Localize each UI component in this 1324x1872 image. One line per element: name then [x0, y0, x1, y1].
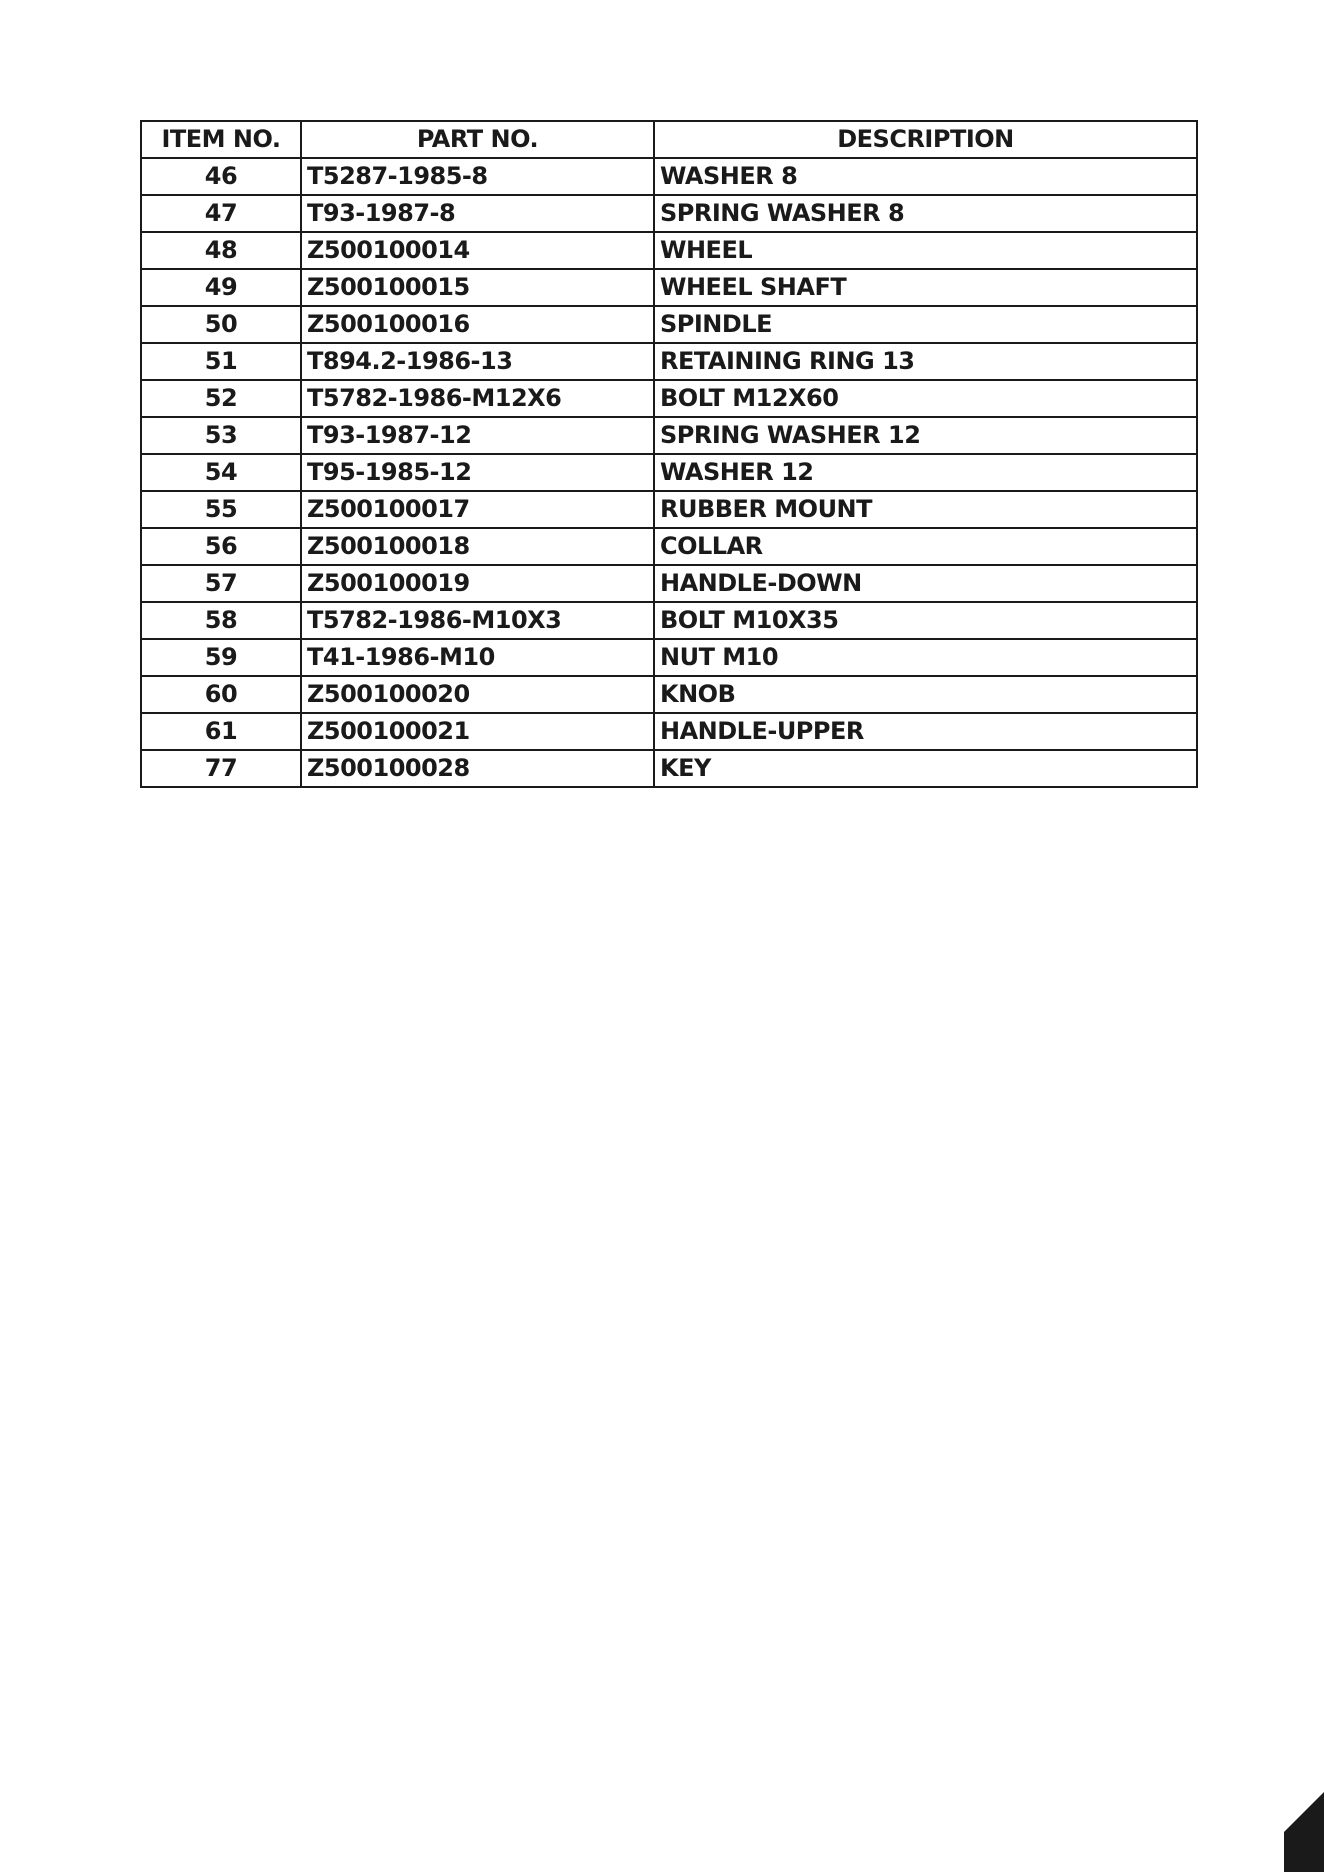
table-row [141, 306, 1197, 343]
part-no-cell: Z500100020 [301, 676, 654, 713]
table-row [141, 491, 1197, 528]
item-no-cell: 51 [141, 343, 301, 380]
part-no-cell: Z500100018 [301, 528, 654, 565]
part-no-cell: Z500100028 [301, 750, 654, 787]
table-header-row [141, 121, 1197, 158]
table-row [141, 602, 1197, 639]
description-cell: HANDLE-UPPER [654, 713, 1197, 750]
header-item-no: ITEM NO. [141, 121, 301, 158]
description-cell: RETAINING RING 13 [654, 343, 1197, 380]
table-row [141, 528, 1197, 565]
header-description: DESCRIPTION [654, 121, 1197, 158]
table-row [141, 269, 1197, 306]
table-row [141, 454, 1197, 491]
table-row [141, 639, 1197, 676]
parts-table [140, 120, 1198, 788]
item-no-cell: 61 [141, 713, 301, 750]
description-cell: WASHER 12 [654, 454, 1197, 491]
page-corner-tab [1284, 1792, 1324, 1872]
table-row [141, 750, 1197, 787]
item-no-cell: 47 [141, 195, 301, 232]
part-no-cell: T95-1985-12 [301, 454, 654, 491]
item-no-cell: 46 [141, 158, 301, 195]
item-no-cell: 53 [141, 417, 301, 454]
table-body [141, 158, 1197, 787]
description-cell: COLLAR [654, 528, 1197, 565]
part-no-cell: T41-1986-M10 [301, 639, 654, 676]
description-cell: HANDLE-DOWN [654, 565, 1197, 602]
item-no-cell: 54 [141, 454, 301, 491]
table-row [141, 676, 1197, 713]
part-no-cell: Z500100021 [301, 713, 654, 750]
item-no-cell: 48 [141, 232, 301, 269]
table-row [141, 417, 1197, 454]
part-no-cell: T5782-1986-M10X3 [301, 602, 654, 639]
description-cell: WASHER 8 [654, 158, 1197, 195]
table-row [141, 565, 1197, 602]
table-row [141, 713, 1197, 750]
part-no-cell: Z500100016 [301, 306, 654, 343]
description-cell: SPRING WASHER 8 [654, 195, 1197, 232]
table-row [141, 343, 1197, 380]
item-no-cell: 60 [141, 676, 301, 713]
table-row [141, 195, 1197, 232]
item-no-cell: 55 [141, 491, 301, 528]
part-no-cell: Z500100014 [301, 232, 654, 269]
item-no-cell: 58 [141, 602, 301, 639]
description-cell: BOLT M10X35 [654, 602, 1197, 639]
description-cell: RUBBER MOUNT [654, 491, 1197, 528]
description-cell: KEY [654, 750, 1197, 787]
part-no-cell: Z500100019 [301, 565, 654, 602]
item-no-cell: 49 [141, 269, 301, 306]
description-cell: KNOB [654, 676, 1197, 713]
description-cell: WHEEL [654, 232, 1197, 269]
table-row [141, 158, 1197, 195]
item-no-cell: 57 [141, 565, 301, 602]
item-no-cell: 50 [141, 306, 301, 343]
part-no-cell: T5287-1985-8 [301, 158, 654, 195]
description-cell: SPRING WASHER 12 [654, 417, 1197, 454]
table-row [141, 380, 1197, 417]
part-no-cell: T93-1987-12 [301, 417, 654, 454]
description-cell: NUT M10 [654, 639, 1197, 676]
item-no-cell: 52 [141, 380, 301, 417]
part-no-cell: Z500100015 [301, 269, 654, 306]
part-no-cell: T93-1987-8 [301, 195, 654, 232]
part-no-cell: T5782-1986-M12X6 [301, 380, 654, 417]
item-no-cell: 77 [141, 750, 301, 787]
part-no-cell: T894.2-1986-13 [301, 343, 654, 380]
description-cell: SPINDLE [654, 306, 1197, 343]
item-no-cell: 56 [141, 528, 301, 565]
header-part-no: PART NO. [301, 121, 654, 158]
description-cell: BOLT M12X60 [654, 380, 1197, 417]
description-cell: WHEEL SHAFT [654, 269, 1197, 306]
table-row [141, 232, 1197, 269]
part-no-cell: Z500100017 [301, 491, 654, 528]
item-no-cell: 59 [141, 639, 301, 676]
